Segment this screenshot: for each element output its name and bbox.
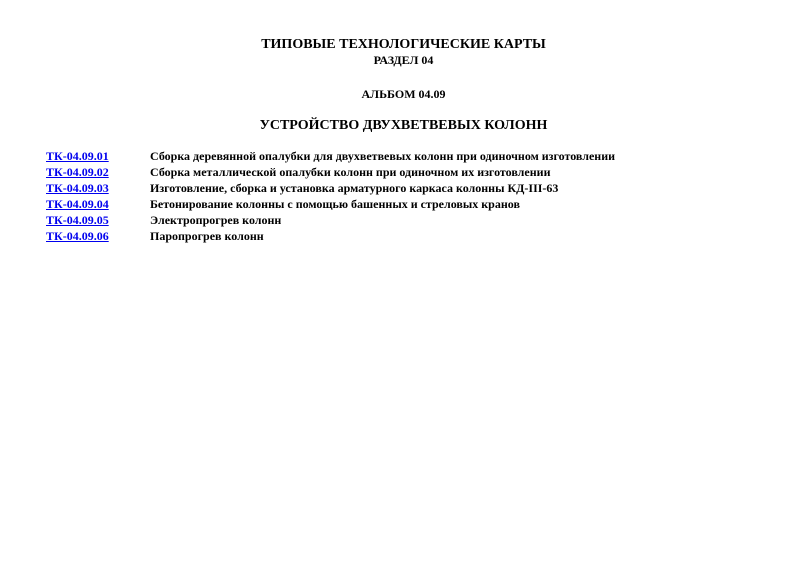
toc-link-04-09-02[interactable]: ТК-04.09.02 bbox=[46, 165, 109, 179]
subject-heading: УСТРОЙСТВО ДВУХВЕТВЕВЫХ КОЛОНН bbox=[259, 118, 548, 133]
album-heading: АЛЬБОМ 04.09 bbox=[361, 87, 446, 101]
toc-link-04-09-01[interactable]: ТК-04.09.01 bbox=[46, 149, 109, 163]
section-heading: РАЗДЕЛ 04 bbox=[373, 53, 434, 67]
toc-row bbox=[46, 196, 786, 212]
toc-title: Сборка металлической опалубки колонн при одиночном их изготовлении bbox=[150, 165, 551, 179]
toc-row bbox=[46, 228, 786, 244]
document-title: ТИПОВЫЕ ТЕХНОЛОГИЧЕСКИЕ КАРТЫ bbox=[261, 37, 546, 52]
toc-row bbox=[46, 180, 786, 196]
toc-link-04-09-06[interactable]: ТК-04.09.06 bbox=[46, 229, 109, 243]
toc-title: Паропрогрев колонн bbox=[150, 229, 264, 243]
table-of-contents bbox=[46, 148, 786, 244]
toc-title: Бетонирование колонны с помощью башенных и стреловых кранов bbox=[150, 197, 520, 211]
toc-row bbox=[46, 212, 786, 228]
toc-row bbox=[46, 164, 786, 180]
toc-title: Сборка деревянной опалубки для двухветвевых колонн при одиночном изготовлении bbox=[150, 149, 616, 163]
toc-link-04-09-05[interactable]: ТК-04.09.05 bbox=[46, 213, 109, 227]
toc-link-04-09-03[interactable]: ТК-04.09.03 bbox=[46, 181, 109, 195]
toc-title: Изготовление, сборка и установка арматурного каркаса колонны КД-III-63 bbox=[150, 181, 559, 195]
toc-link-04-09-04[interactable]: ТК-04.09.04 bbox=[46, 197, 109, 211]
toc-title: Электропрогрев колонн bbox=[150, 213, 282, 227]
toc-row bbox=[46, 148, 786, 164]
